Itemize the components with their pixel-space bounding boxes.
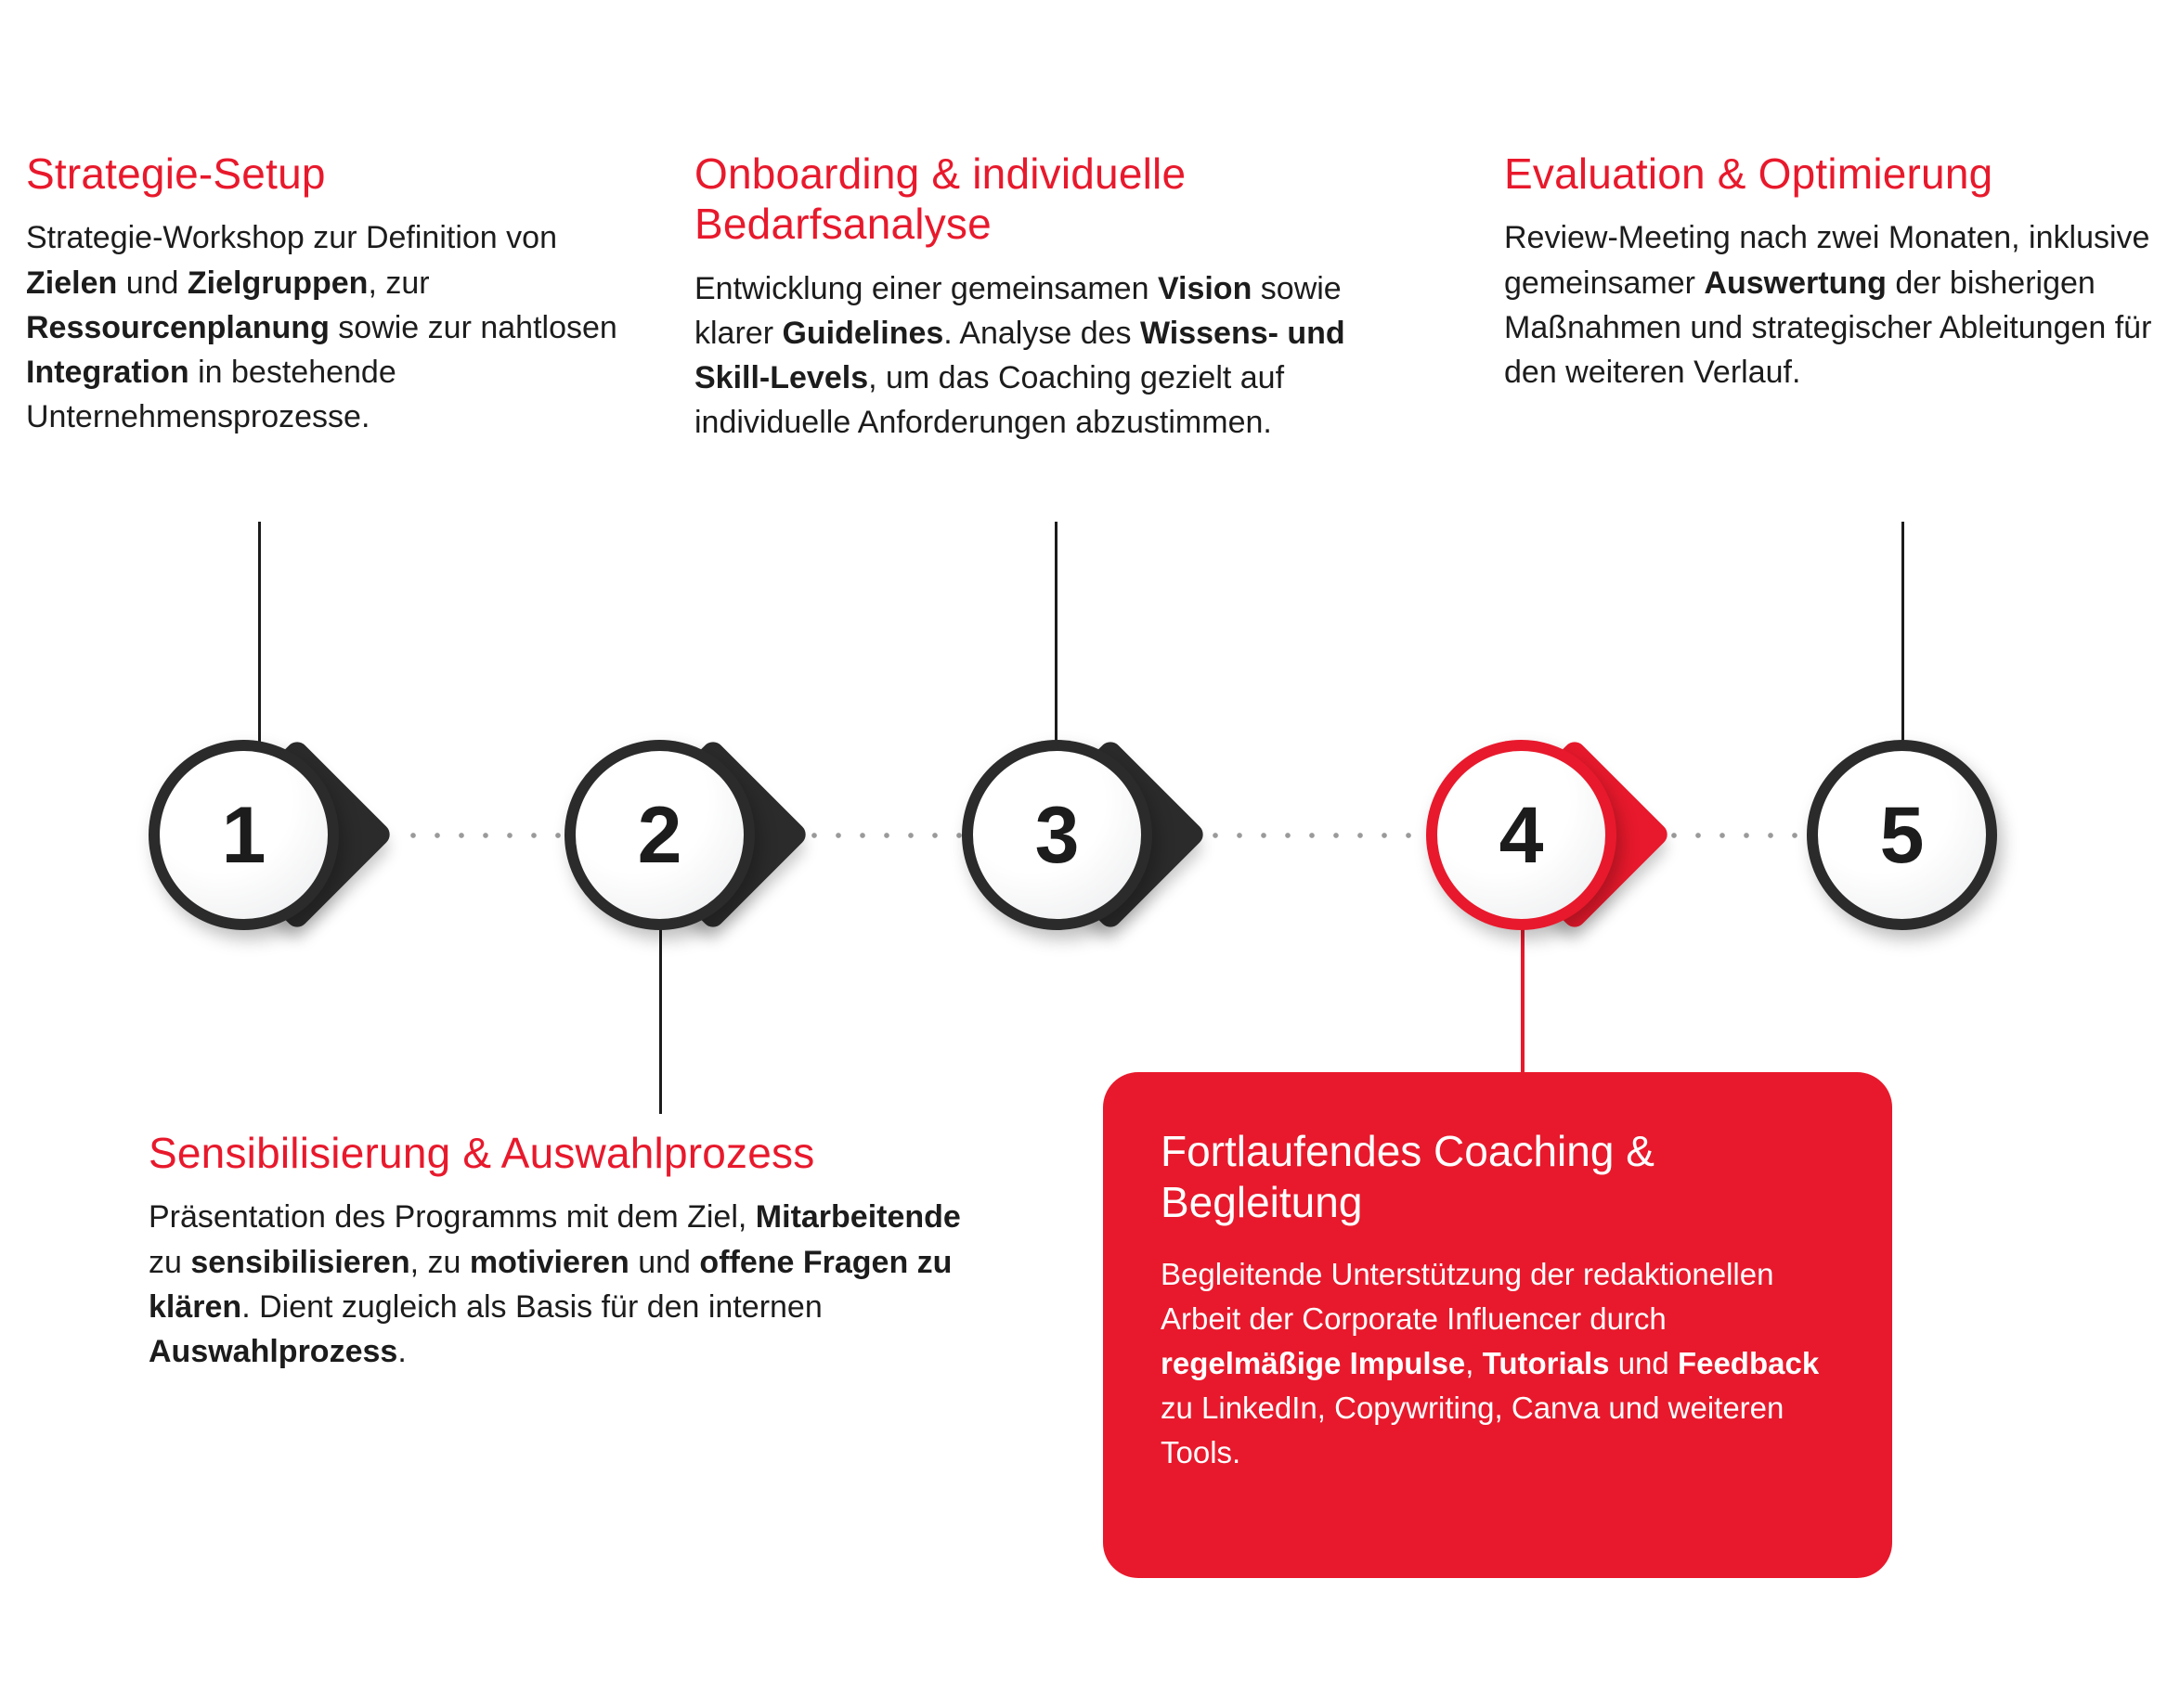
step-5-body: Review-Meeting nach zwei Monaten, inklusive gemeinsamer Auswertung der bisherigen Maßnahmen und strategischer Ableitungen für den weiteren Verlauf. [1504, 220, 2152, 391]
connector-stem-2 [659, 919, 662, 1114]
step-node-1[interactable] [149, 740, 339, 930]
dotted-connector-1-2 [401, 832, 568, 839]
step-5-text-block [1504, 149, 2154, 395]
step-node-2[interactable] [564, 740, 755, 930]
node-disc [576, 751, 744, 919]
step-number-4: 4 [1499, 790, 1544, 880]
step-1-heading: Strategie-Setup [26, 149, 326, 198]
dotted-connector-3-4 [1203, 832, 1419, 839]
step-3-body: Entwicklung einer gemeinsamen Vision sowie klarer Guidelines. Analyse des Wissens- und Skill-Levels, um das Coaching gezielt auf individuelle Anforderungen abzustimmen. [694, 270, 1345, 441]
step-1-text-block [26, 149, 620, 440]
step-1-body: Strategie-Workshop zur Definition von Zielen und Zielgruppen, zur Ressourcenplanung sowie zur nahtlosen Integration in bestehende Unternehmensprozesse. [26, 220, 617, 435]
step-3-heading: Onboarding & individuelle Bedarfsanalyse [694, 149, 1187, 249]
step-node-5[interactable] [1807, 740, 1997, 930]
node-disc [973, 751, 1141, 919]
node-disc [1818, 751, 1986, 919]
step-2-heading: Sensibilisierung & Auswahlprozess [149, 1129, 815, 1177]
dotted-connector-2-3 [802, 832, 966, 839]
step-number-1: 1 [221, 790, 266, 880]
step-number-3: 3 [1034, 790, 1080, 880]
node-disc [1437, 751, 1605, 919]
connector-stem-5 [1901, 522, 1904, 744]
step-number-2: 2 [637, 790, 682, 880]
step-number-5: 5 [1879, 790, 1925, 880]
step-node-3[interactable] [962, 740, 1152, 930]
step-2-text-block [149, 1128, 984, 1374]
connector-stem-4 [1521, 919, 1525, 1077]
node-disc [160, 751, 328, 919]
connector-stem-3 [1055, 522, 1058, 744]
step-4-body: Begleitende Unterstützung der redaktionellen Arbeit der Corporate Influencer durch regelmäßige Impulse, Tutorials und Feedback zu LinkedIn, Copywriting, Canva und weiteren Tools. [1161, 1257, 1820, 1469]
step-2-body: Präsentation des Programms mit dem Ziel, Mitarbeitende zu sensibilisieren, zu motivieren und offene Fragen zu klären. Dient zugleich als Basis für den internen Auswahlprozess. [149, 1199, 961, 1370]
step-4-heading: Fortlaufendes Coaching & Begleitung [1161, 1127, 1654, 1227]
connector-stem-1 [258, 522, 261, 744]
step-node-4[interactable] [1426, 740, 1616, 930]
dotted-connector-4-5 [1662, 832, 1814, 839]
step-4-highlight-card [1103, 1072, 1892, 1578]
step-5-heading: Evaluation & Optimierung [1504, 149, 1993, 198]
step-3-text-block [694, 149, 1428, 446]
